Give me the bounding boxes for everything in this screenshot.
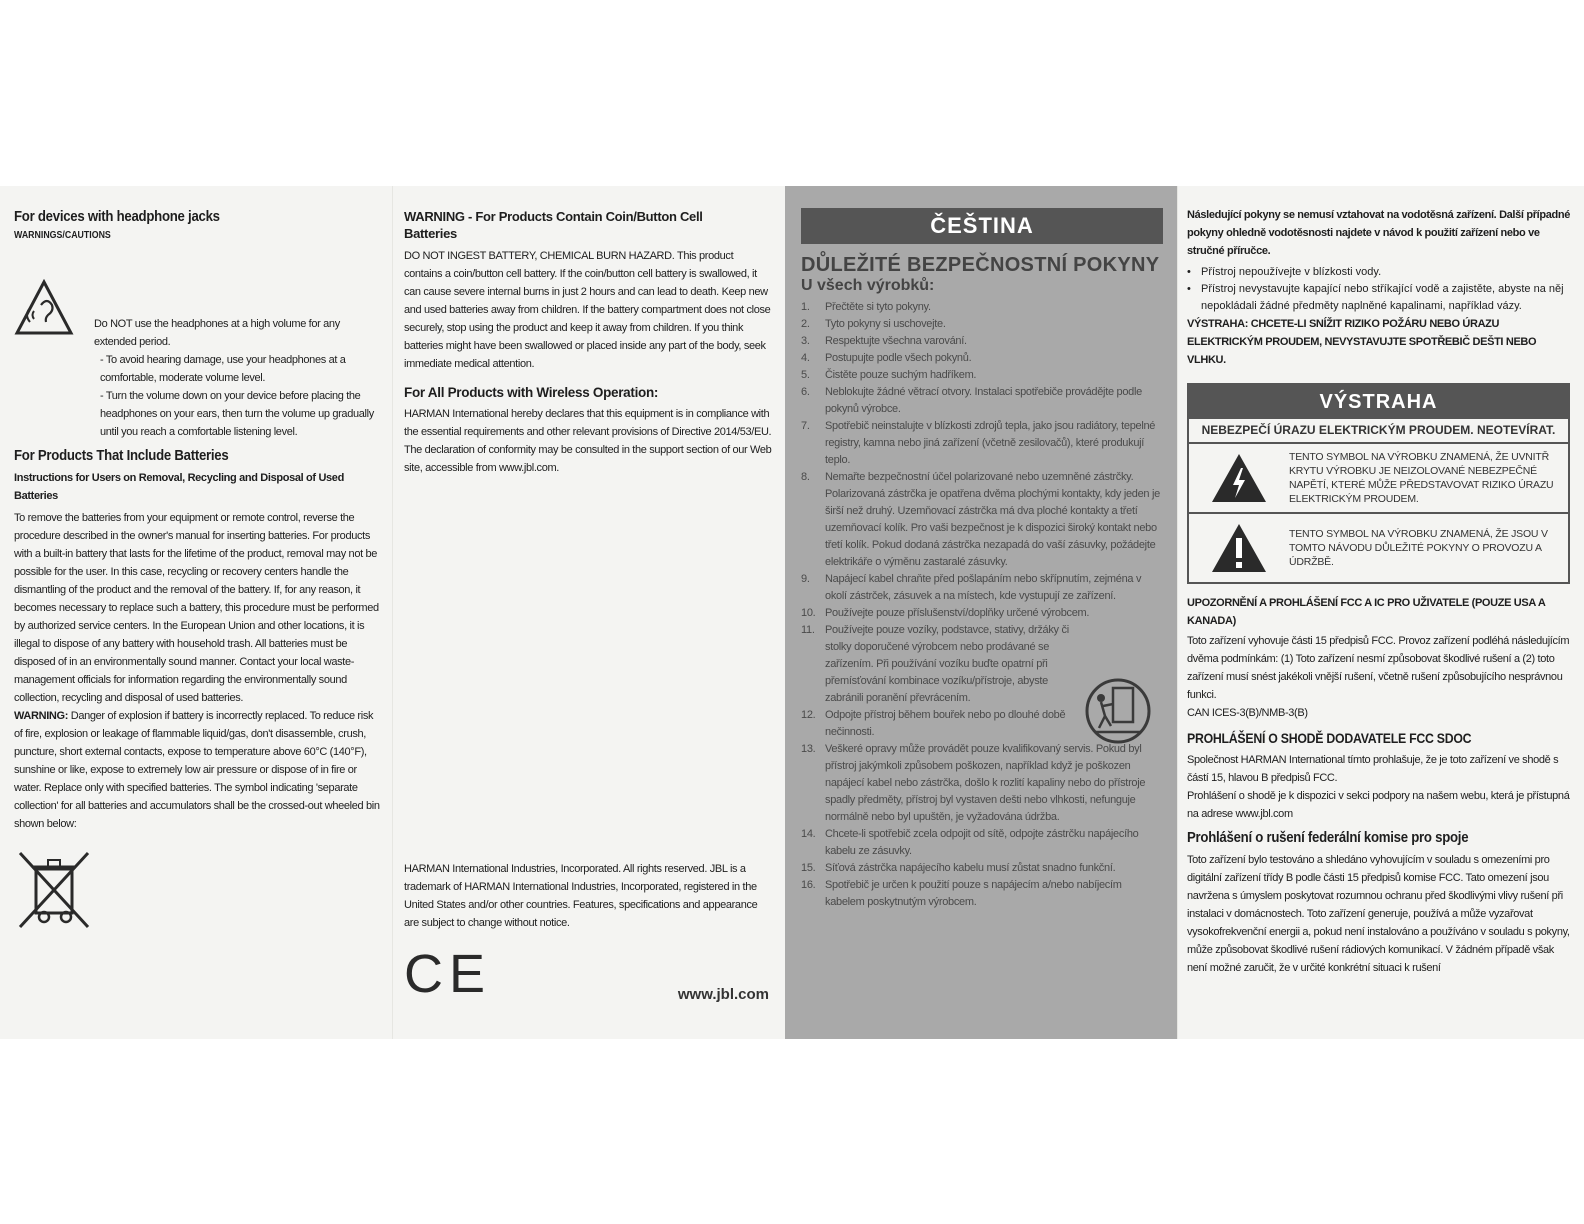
batteries-text: To remove the batteries from your equipment or remote control, reverse the procedure described in the owner's manual for inserting batteries. For products with a built-in battery that lasts for the lifetime of the product, removal may not be possible for the user. In this case, recycling or recovery centers handle the dismantling of the product and the removal of the battery. If, for any reason, it becomes necessary to replace such a battery, this procedure must be performed by authorized service centers. In the European Union and other locations, it is illegal to dispose of any battery with household trash. All batteries must be disposed of in an environmentally sound manner. Contact your local waste-management officials for information regarding the environmentally sound collection, recycling and disposal of used batteries. [14, 512, 379, 704]
heading-wireless: For All Products with Wireless Operation: [404, 385, 659, 400]
list-item: 11. Používejte pouze vozíky, podstavce, stativy, držáky či stolky doporučené výrobcem nebo prodávané se zařízením. Při používání vozíku buďte opatrní při přemísťování kombinace vozíku/přístroje, abyste zabránili poranění převrácením. [801, 624, 1069, 704]
column-english-2 [392, 186, 785, 1039]
hearing-warning [14, 247, 380, 441]
list-item: 16. Spotřebič je určen k použití pouze s napájecím a/nebo nabíjecím kabelem poskytnutým výrobcem. [801, 879, 1122, 908]
ce-mark-label: CE [404, 944, 492, 1004]
list-item: 15. Síťová zástrčka napájecího kabelu musí zůstat snadno funkční. [801, 862, 1116, 874]
trademark-text: HARMAN International Industries, Incorporated. All rights reserved. JBL is a trademark of HARMAN International Industries, Incorporated, registered in the United States and/or other countries. Features, specifications and appearance are subject to change without notice. [404, 863, 758, 929]
sdoc-heading: PROHLÁŠENÍ O SHODĚ DODAVATELE FCC SDOC [1187, 730, 1472, 746]
crossed-out-bin-icon [14, 849, 94, 931]
list-item: 6. Neblokujte žádné větrací otvory. Instalaci spotřebiče provádějte podle pokynů výrobce. [801, 386, 1142, 415]
list-item: 12. Odpojte přístroj během bouřek nebo po dlouhé době nečinnosti. [801, 709, 1066, 738]
column-english-1 [0, 186, 392, 1039]
safety-title: DŮLEŽITÉ BEZPEČNOSTNÍ POKYNY [801, 254, 1160, 276]
warning-box-title: VÝSTRAHA [1189, 385, 1568, 419]
fcc-heading: UPOZORNĚNÍ A PROHLÁŠENÍ FCC A IC PRO UŽIVATELE (POUZE USA A KANADA) [1187, 597, 1546, 627]
list-item: 4. Postupujte podle všech pokynů. [801, 352, 972, 364]
safety-list [801, 299, 1163, 911]
warning-row-instructions-text: TENTO SYMBOL NA VÝROBKU ZNAMENÁ, ŽE JSOU V TOMTO NÁVODU DŮLEŽITÉ POKYNY O PROVOZU A ÚDRŽBĚ. [1289, 528, 1548, 568]
list-item: 2. Tyto pokyny si uschovejte. [801, 318, 946, 330]
exclamation-triangle-icon [1210, 522, 1268, 574]
column-czech-1 [785, 186, 1177, 1039]
list-item: • Přístroj nepoužívejte v blízkosti vody. [1187, 266, 1382, 278]
list-item: 5. Čistěte pouze suchým hadříkem. [801, 369, 977, 381]
list-item: 3. Respektujte všechna varování. [801, 335, 967, 347]
warning-row-voltage-text: TENTO SYMBOL NA VÝROBKU ZNAMENÁ, ŽE UVNITŘ KRYTU VÝROBKU JE NEIZOLOVANÉ NEBEZPEČNÉ NAPĚTÍ, KTERÉ MŮŽE PŘEDSTAVOVAT RIZIKO ÚRAZU ELEKTRICKÝM PROUDEM. [1289, 451, 1554, 505]
heading-batteries: For Products That Include Batteries [14, 447, 229, 464]
hearing-line-1: Do NOT use the headphones at a high volume for any extended period. [94, 318, 340, 348]
wireless-text: HARMAN International hereby declares that this equipment is in compliance with the essential requirements and other relevant provisions of Directive 2014/53/EU. The declaration of conformity may be consulted in the support section of our Web site, accessible from www.jbl.com. [404, 408, 772, 474]
batteries-instructions-title: Instructions for Users on Removal, Recycling and Disposal of Used Batteries [14, 472, 344, 502]
battery-warning [14, 707, 380, 833]
hearing-line-2: - To avoid hearing damage, use your headphones at a comfortable, moderate volume level. [100, 354, 346, 384]
vystraha-text: VÝSTRAHA: CHCETE-LI SNÍŽIT RIZIKO POŽÁRU NEBO ÚRAZU ELEKTRICKÝM PROUDEM, NEVYSTAVUJTE SPOTŘEBIČ DEŠTI NEBO VLHKU. [1187, 318, 1537, 366]
warning-box [1187, 383, 1570, 584]
interference-heading: Prohlášení o rušení federální komise pro spoje [1187, 829, 1469, 846]
hearing-line-3: - Turn the volume down on your device before placing the headphones on your ears, then turn the volume up gradually until you reach a comfortable listening level. [100, 390, 374, 438]
interference-text: Toto zařízení bylo testováno a shledáno vyhovujícím v souladu s omezeními pro digitální zařízení třídy B podle části 15 předpisů komise FCC. Tato omezení jsou navržena s úmyslem poskytovat rozumnou ochranu před škodlivými vlivy rušení při instalaci v domácnostech. Toto zařízení generuje, používá a může vyzařovat vysokofrekvenční energii a, pokud není instalováno a používáno v souladu s pokyny, může způsobovat škodlivé rušení rádiových komunikací. V žádném případě však není možné zaručit, že v určité konkrétní situaci k rušení [1187, 854, 1570, 974]
sdoc-text-2: Prohlášení o shodě je k dispozici v sekci podpory na našem webu, která je přístupná na adrese www.jbl.com [1187, 790, 1570, 820]
manual-sheet [0, 186, 1584, 1039]
heading-coin-cell: WARNING - For Products Contain Coin/Button Cell Batteries [404, 209, 703, 241]
list-item: 13. Veškeré opravy může provádět pouze kvalifikovaný servis. Pokud byl přístroj jakýmkoli způsobem poškozen, například když je poškozen napájecí kabel nebo zástrčka, došlo k rozlití kapaliny nebo do přístroje spadly předměty, přístroj byl vystaven dešti nebo vlhkosti, nefunguje normálně nebo byl upuštěn, je vyžadována údržba. [801, 743, 1146, 823]
safety-subtitle: U všech výrobků: [801, 277, 935, 294]
list-item: • Přístroj nevystavujte kapající nebo stříkající vodě a zajistěte, abyste na něj nepokládali žádné předměty naplněné kapalinami, například vázy. [1187, 283, 1564, 312]
can-ices: CAN ICES-3(B)/NMB-3(B) [1187, 707, 1308, 719]
list-item: 1. Přečtěte si tyto pokyny. [801, 301, 931, 313]
battery-warning-label: WARNING: [14, 710, 69, 722]
column-czech-2 [1177, 186, 1584, 1039]
list-item: 14. Chcete-li spotřebič zcela odpojit od sítě, odpojte zástrčku napájecího kabelu ze zásuvky. [801, 828, 1139, 857]
czech-banner: ČEŠTINA [801, 208, 1163, 244]
website-link[interactable]: www.jbl.com [677, 986, 769, 1003]
cart-tip-over-icon [1085, 676, 1151, 746]
warning-box-subtitle: NEBEZPEČÍ ÚRAZU ELEKTRICKÝM PROUDEM. NEOTEVÍRAT. [1189, 419, 1568, 444]
list-item: 8. Nemařte bezpečnostní účel polarizované nebo uzemněné zástrčky. Polarizovaná zástrčka je opatřena dvěma plochými kontakty, kdy jeden je širší než druhý. Uzemňovací zástrčka má dva ploché kontakty a třetí uzemňovací kolík. Pro vaši bezpečnost je k dispozici široký kontakt nebo třetí kolík. Pokud dodaná zástrčka nezapadá do vaší zásuvky, požádejte elektrikáře o výměnu zastaralé zásuvky. [801, 471, 1160, 568]
hearing-damage-icon [14, 279, 74, 337]
coin-cell-text: DO NOT INGEST BATTERY, CHEMICAL BURN HAZARD. This product contains a coin/button cell battery. If the coin/button cell battery is swallowed, it can cause severe internal burns in just 2 hours and can lead to death. Keep new and used batteries away from children. If the battery compartment does not close securely, stop using the product and keep it away from children. If you think batteries might have been swallowed or placed inside any part of the body, seek immediate medical attention. [404, 250, 771, 370]
waterproof-intro: Následující pokyny se nemusí vztahovat na vodotěsná zařízení. Další případné pokyny ohledně vodotěsnosti najdete v návod k použití zařízení nebo ve stručné příručce. [1187, 209, 1570, 257]
battery-warning-text: Danger of explosion if battery is incorrectly replaced. To reduce risk of fire, explosion or leakage of flammable liquid/gas, don't disassemble, crush, puncture, short external contacts, expose to temperature above 60°C (140°F), sunshine or like, expose to extremely low air pressure or dispose of in fire or water. Replace only with specified batteries. The symbol indicating 'separate collection' for all batteries and accumulators shall be the crossed-out wheeled bin shown below: [14, 710, 380, 830]
heading-headphone-jacks: For devices with headphone jacks [14, 208, 220, 225]
warning-row-instructions [1189, 514, 1568, 582]
list-item: 10. Používejte pouze příslušenství/doplňky určené výrobcem. [801, 607, 1090, 619]
ce-mark [404, 944, 492, 1004]
hearing-warning-text [94, 247, 380, 441]
warnings-cautions-label: WARNINGS/CAUTIONS [14, 230, 111, 241]
fcc-text: Toto zařízení vyhovuje části 15 předpisů FCC. Provoz zařízení podléhá následujícím dvěma podmínkám: (1) Toto zařízení nesmí způsobovat škodlivé rušení a (2) toto zařízení musí snést jakékoli vnější rušení, včetně rušení způsobujícího nesprávnou funkci. [1187, 635, 1570, 701]
list-item: 7. Spotřebič neinstalujte v blízkosti zdrojů tepla, jako jsou radiátory, tepelné registry, kamna nebo jiná zařízení (včetně zesilovačů), které produkují teplo. [801, 420, 1156, 466]
warning-row-voltage [1189, 444, 1568, 514]
lightning-triangle-icon [1210, 452, 1268, 504]
sdoc-text-1: Společnost HARMAN International tímto prohlašuje, že je toto zařízení ve shodě s částí 15, hlavou B předpisů FCC. [1187, 754, 1559, 784]
list-item: 9. Napájecí kabel chraňte před pošlapáním nebo skřípnutím, zejména v okolí zástrček, zásuvek a na místech, kde vystupují ze zařízení. [801, 573, 1142, 602]
